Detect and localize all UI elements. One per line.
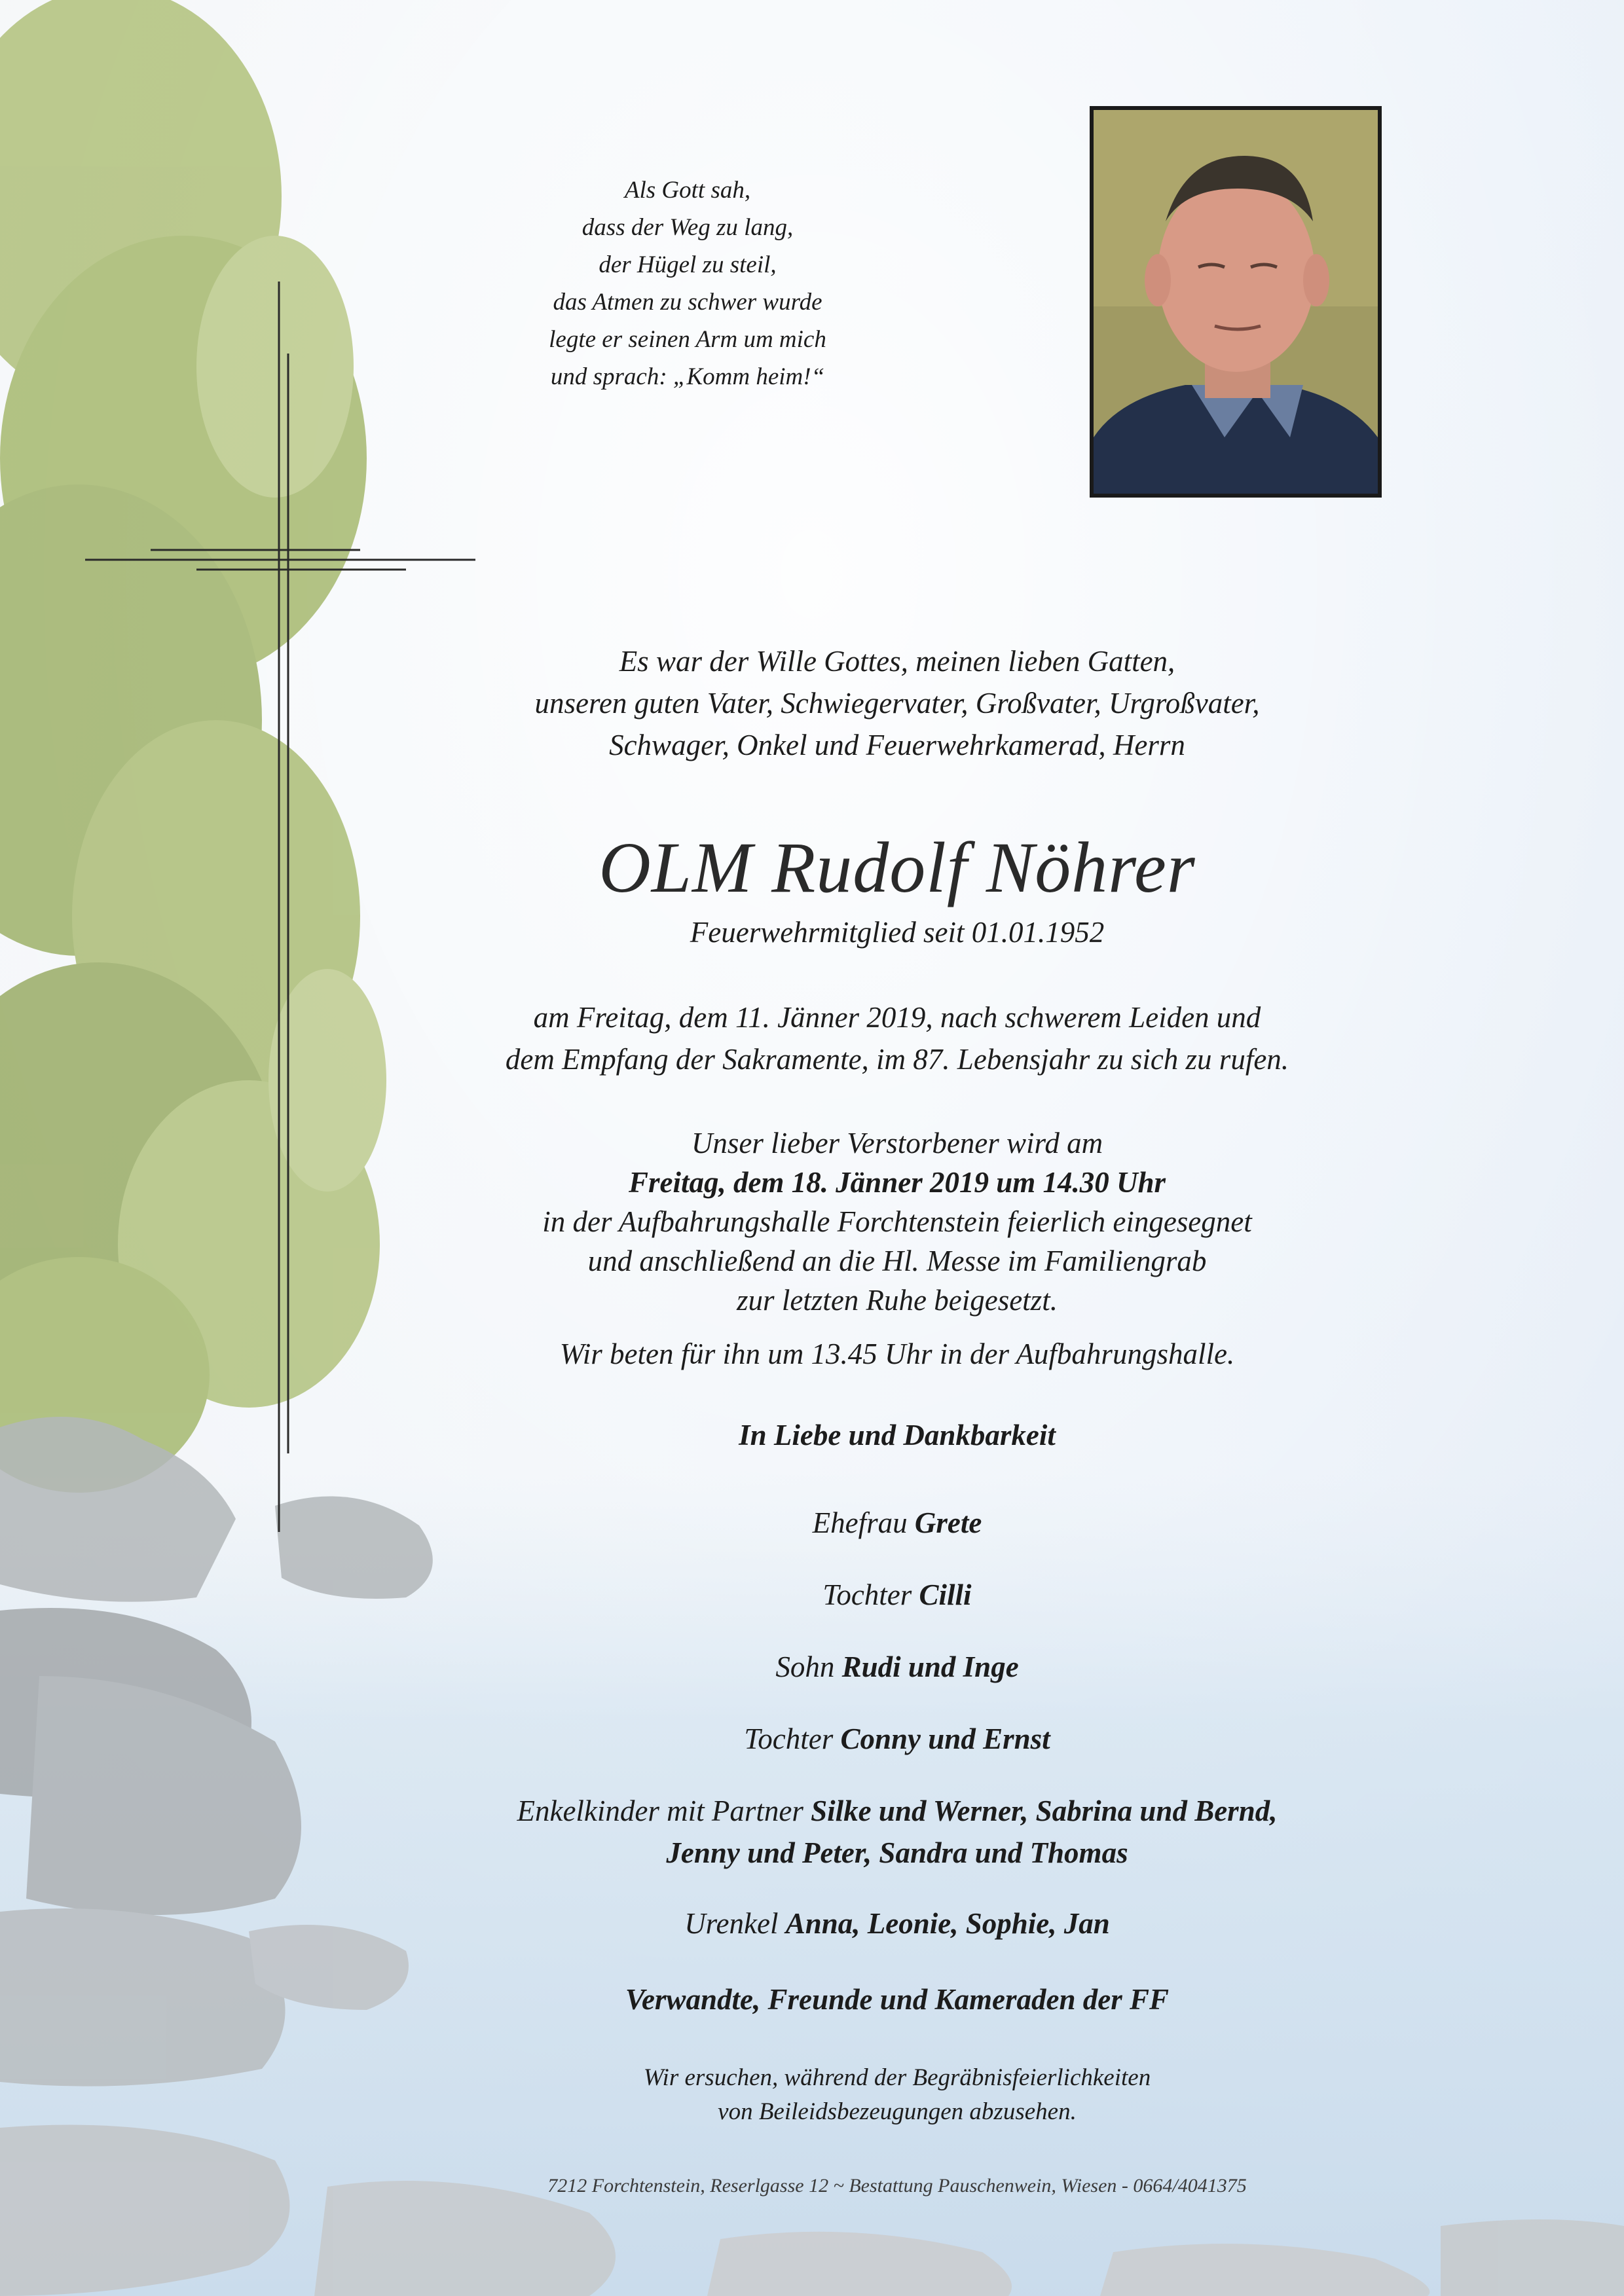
announcement-intro [249,640,1545,766]
family-daughter-2 [249,1718,1545,1760]
family-role: Tochter [822,1578,912,1611]
deceased-name: OLM Rudolf Nöhrer [599,828,1196,907]
poem-line: dass der Weg zu lang, [581,214,794,241]
intro-line: unseren guten Vater, Schwiegervater, Großvater, Urgroßvater, [534,687,1260,720]
family-name: Silke und Werner, Sabrina und Bernd, [811,1795,1278,1827]
family-great-grandchildren [249,1903,1545,1944]
poem-line: Als Gott sah, [624,177,751,204]
funeral-line: zur letzten Ruhe beigesetzt. [737,1284,1058,1317]
death-line: am Freitag, dem 11. Jänner 2019, nach schwerem Leiden und [533,1001,1261,1034]
poem-line: und sprach: „Komm heim!“ [550,363,825,390]
family-relatives: Verwandte, Freunde und Kameraden der FF [625,1983,1170,2016]
funeral-line: Unser lieber Verstorbener wird am [691,1127,1103,1159]
funeral-details [249,1123,1545,1320]
love-and-gratitude: In Liebe und Dankbarkeit [739,1419,1056,1451]
intro-line: Es war der Wille Gottes, meinen lieben Gatten, [619,645,1175,678]
family-daughter-1 [249,1574,1545,1616]
family-wife [249,1502,1545,1544]
intro-line: Schwager, Onkel und Feuerwehrkamerad, Herrn [609,729,1185,761]
family-son [249,1646,1545,1688]
family-grandchildren [249,1790,1545,1874]
family-role: Enkelkinder mit Partner [517,1795,803,1827]
family-role: Ehefrau [812,1506,908,1539]
poem [485,172,891,395]
membership-line: Feuerwehrmitglied seit 01.01.1952 [690,916,1105,949]
footer-address: 7212 Forchtenstein, Reserlgasse 12 ~ Bestattung Pauschenwein, Wiesen - 0664/4041375 [547,2175,1247,2196]
funeral-line: und anschließend an die Hl. Messe im Familiengrab [587,1245,1207,1277]
funeral-line: in der Aufbahrungshalle Forchtenstein feierlich eingesegnet [542,1205,1252,1238]
family-name: Jenny und Peter, Sandra und Thomas [666,1836,1128,1869]
poem-line: legte er seinen Arm um mich [549,326,826,353]
family-role: Urenkel [684,1907,779,1940]
death-notice [249,996,1545,1080]
family-role: Tochter [744,1722,834,1755]
prayer-notice: Wir beten für ihn um 13.45 Uhr in der Aufbahrungshalle. [559,1338,1235,1370]
closing-request [249,2061,1545,2129]
portrait-photo [1090,106,1382,498]
poem-line: das Atmen zu schwer wurde [553,289,822,316]
family-role: Sohn [775,1650,835,1683]
family-name: Conny und Ernst [840,1722,1050,1755]
death-line: dem Empfang der Sakramente, im 87. Lebensjahr zu sich zu rufen. [505,1043,1289,1076]
family-name: Cilli [919,1578,972,1611]
family-name: Grete [914,1506,982,1539]
family-name: Anna, Leonie, Sophie, Jan [785,1907,1110,1940]
family-name: Rudi und Inge [841,1650,1019,1683]
funeral-date: Freitag, dem 18. Jänner 2019 um 14.30 Uhr [628,1166,1166,1199]
closing-line: von Beileidsbezeugungen abzusehen. [718,2098,1077,2125]
closing-line: Wir ersuchen, während der Begräbnisfeierlichkeiten [643,2064,1151,2091]
poem-line: der Hügel zu steil, [599,251,777,278]
